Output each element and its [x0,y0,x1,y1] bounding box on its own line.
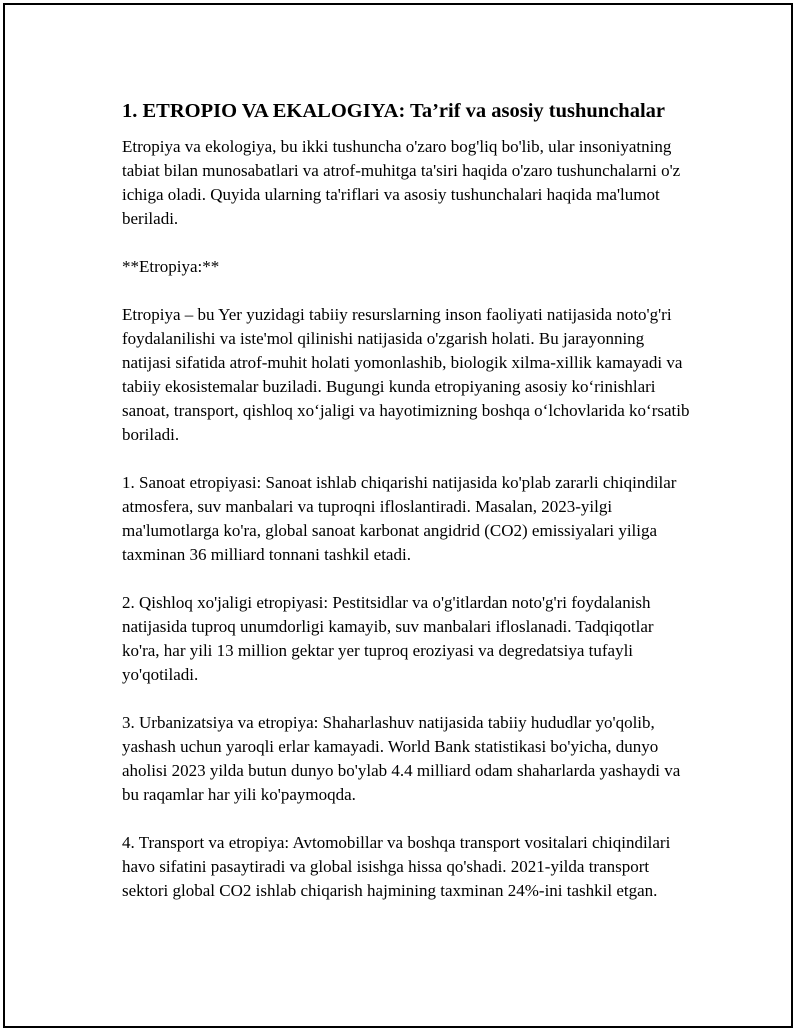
page-frame [3,3,793,1028]
etropiya-subheading: **Etropiya:** [122,257,220,276]
etropiya-definition-paragraph: Etropiya – bu Yer yuzidagi tabiiy resurslarning inson faoliyati natijasida noto'g'ri foydalanilishi va iste'mol qilinishi natijasida o'zgarish holati. Bu jarayonning natijasi sifatida atrof-muhit holati yomonlashib, biologik xilma-xillik kamayadi va tabiiy ekosistemalar buziladi. Bugungi kunda etropiyaning asosiy koʻrinishlari sanoat, transport, qishloq xoʻjaligi va hayotimizning boshqa oʻlchovlarida koʻrsatib boriladi. [122,305,690,444]
document-body [122,97,692,927]
industrial-etropy-paragraph: 1. Sanoat etropiyasi: Sanoat ishlab chiqarishi natijasida ko'plab zararli chiqindilar atmosfera, suv manbalari va tuproqni ifloslantiradi. Masalan, 2023-yilgi ma'lumotlarga ko'ra, global sanoat karbonat angidrid (CO2) emissiyalari yiliga taxminan 36 milliard tonnani tashkil etadi. [122,473,677,564]
intro-paragraph: Etropiya va ekologiya, bu ikki tushuncha o'zaro bog'liq bo'lib, ular insoniyatning tabiat bilan munosabatlari va atrof-muhitga ta'siri haqida o'zaro tushunchalarni o'z ichiga oladi. Quyida ularning ta'riflari va asosiy tushunchalari haqida ma'lumot beriladi. [122,137,681,228]
transport-etropy-paragraph: 4. Transport va etropiya: Avtomobillar va boshqa transport vositalari chiqindilari havo sifatini pasaytiradi va global isishga hissa qo'shadi. 2021-yilda transport sektori global CO2 ishlab chiqarish hajmining taxminan 24%-ini tashkil etgan. [122,833,671,900]
section-heading: 1. ETROPIO VA EKALOGIYA: Ta’rif va asosiy tushunchalar [122,100,665,122]
urbanization-etropy-paragraph: 3. Urbanizatsiya va etropiya: Shaharlashuv natijasida tabiiy hududlar yo'qolib, yashash uchun yaroqli erlar kamayadi. World Bank statistikasi bo'yicha, dunyo aholisi 2023 yilda butun dunyo bo'ylab 4.4 milliard odam shaharlarda yashaydi va bu raqamlar har yili ko'paymoqda. [122,713,681,804]
agricultural-etropy-paragraph: 2. Qishloq xo'jaligi etropiyasi: Pestitsidlar va o'g'itlardan noto'g'ri foydalanish natijasida tuproq unumdorligi kamayib, suv manbalari ifloslanadi. Tadqiqotlar ko'ra, har yili 13 million gektar yer tuproq eroziyasi va degredatsiya tufayli yo'qotiladi. [122,593,654,684]
